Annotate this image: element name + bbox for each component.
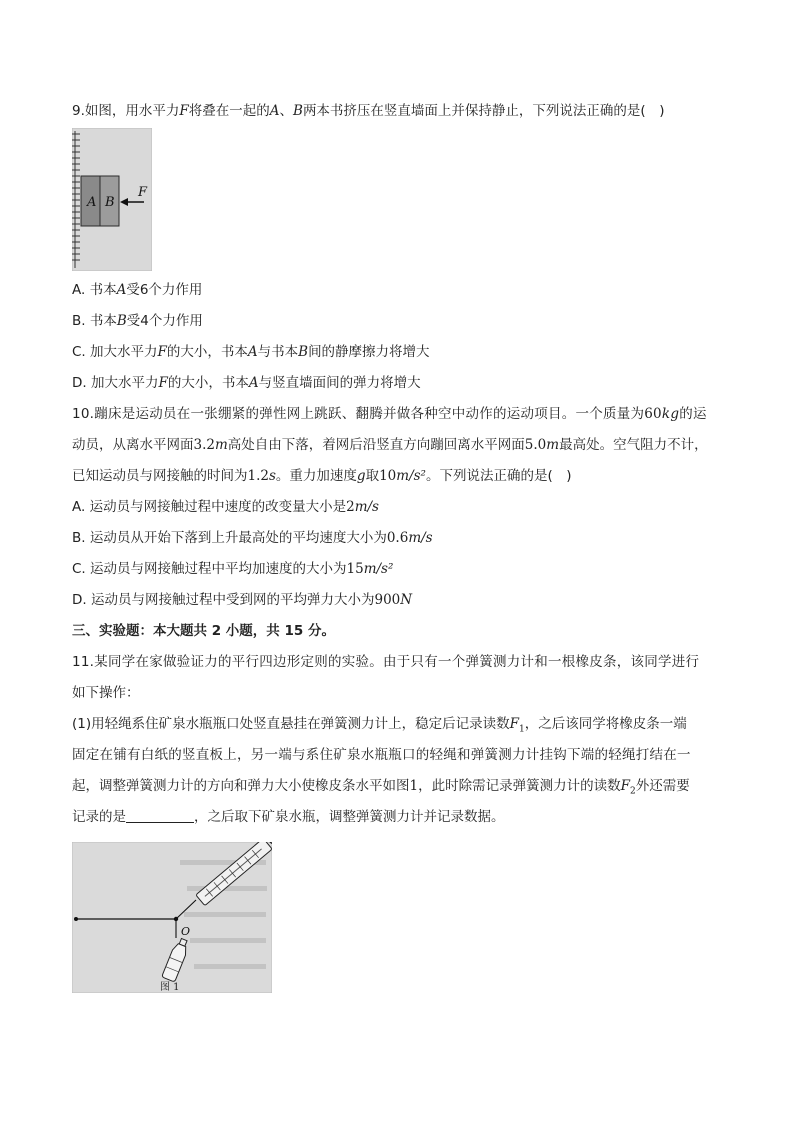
q10-option-a: A. 运动员与网接触过程中速度的改变量大小是2m/s — [72, 499, 379, 515]
section-3-title: 三、实验题：本大题共 2 小题，共 15 分。 — [72, 623, 335, 639]
q9-option-d: D. 加大水平力F的大小，书本A与竖直墙面间的弹力将增大 — [72, 375, 421, 391]
q11-part1-line-4: 记录的是 ，之后取下矿泉水瓶，调整弹簧测力计并记录数据。 — [72, 809, 505, 825]
rubber-band-anchor — [74, 917, 78, 921]
q10-option-c: C. 运动员与网接触过程中平均加速度的大小为15m/s² — [72, 561, 394, 577]
q9-stem: 9.如图，用水平力F将叠在一起的A、B两本书挤压在竖直墙面上并保持静止，下列说法正确的是( ) — [72, 103, 665, 119]
label-f: F — [138, 185, 148, 200]
q11-part1-line-1: (1)用轻绳系住矿泉水瓶瓶口处竖直悬挂在弹簧测力计上，稳定后记录读数$F_1$，之后该同学将橡皮条一端 — [72, 716, 687, 735]
q10-stem-line-2: 动员，从离水平网面3.2m高处自由下落，着网后沿竖直方向蹦回离水平网面5.0m最高处。空气阻力不计， — [72, 437, 708, 453]
q11-stem-line-1: 11.某同学在家做验证力的平行四边形定则的实验。由于只有一个弹簧测力计和一根橡皮条，该同学进行 — [72, 654, 700, 670]
figure-caption: 图 1 — [160, 982, 180, 993]
answer-blank[interactable] — [126, 808, 194, 823]
q10-stem-line-3: 已知运动员与网接触的时间为1.2s。重力加速度g取10m/s²。下列说法正确的是( ) — [72, 468, 572, 484]
q11-part1-line-2: 固定在铺有白纸的竖直板上，另一端与系住矿泉水瓶瓶口的轻绳和弹簧测力计挂钩下端的轻绳打结在一 — [72, 747, 691, 763]
label-b: B — [105, 195, 115, 210]
q10-option-d: D. 运动员与网接触过程中受到网的平均弹力大小为900N — [72, 592, 413, 608]
q11-figure-1 — [72, 842, 272, 993]
q9-option-b: B. 书本B受4个力作用 — [72, 313, 203, 329]
label-o: O — [181, 925, 191, 938]
q9-option-c: C. 加大水平力F的大小，书本A与书本B间的静摩擦力将增大 — [72, 344, 430, 360]
q9-option-a: A. 书本A受6个力作用 — [72, 282, 203, 298]
q11-stem-line-2: 如下操作： — [72, 685, 140, 701]
q10-stem-line-1: 10.蹦床是运动员在一张绷紧的弹性网上跳跃、翻腾并做各种空中动作的运动项目。一个质量为60kg的运 — [72, 406, 707, 422]
q9-figure — [72, 128, 152, 271]
q11-part1-line-3: 起，调整弹簧测力计的方向和弹力大小使橡皮条水平如图1，此时除需记录弹簧测力计的读数$F_2$外还需要 — [72, 778, 690, 797]
q10-option-b: B. 运动员从开始下落到上升最高处的平均速度大小为0.6m/s — [72, 530, 433, 546]
label-a: A — [87, 195, 97, 210]
